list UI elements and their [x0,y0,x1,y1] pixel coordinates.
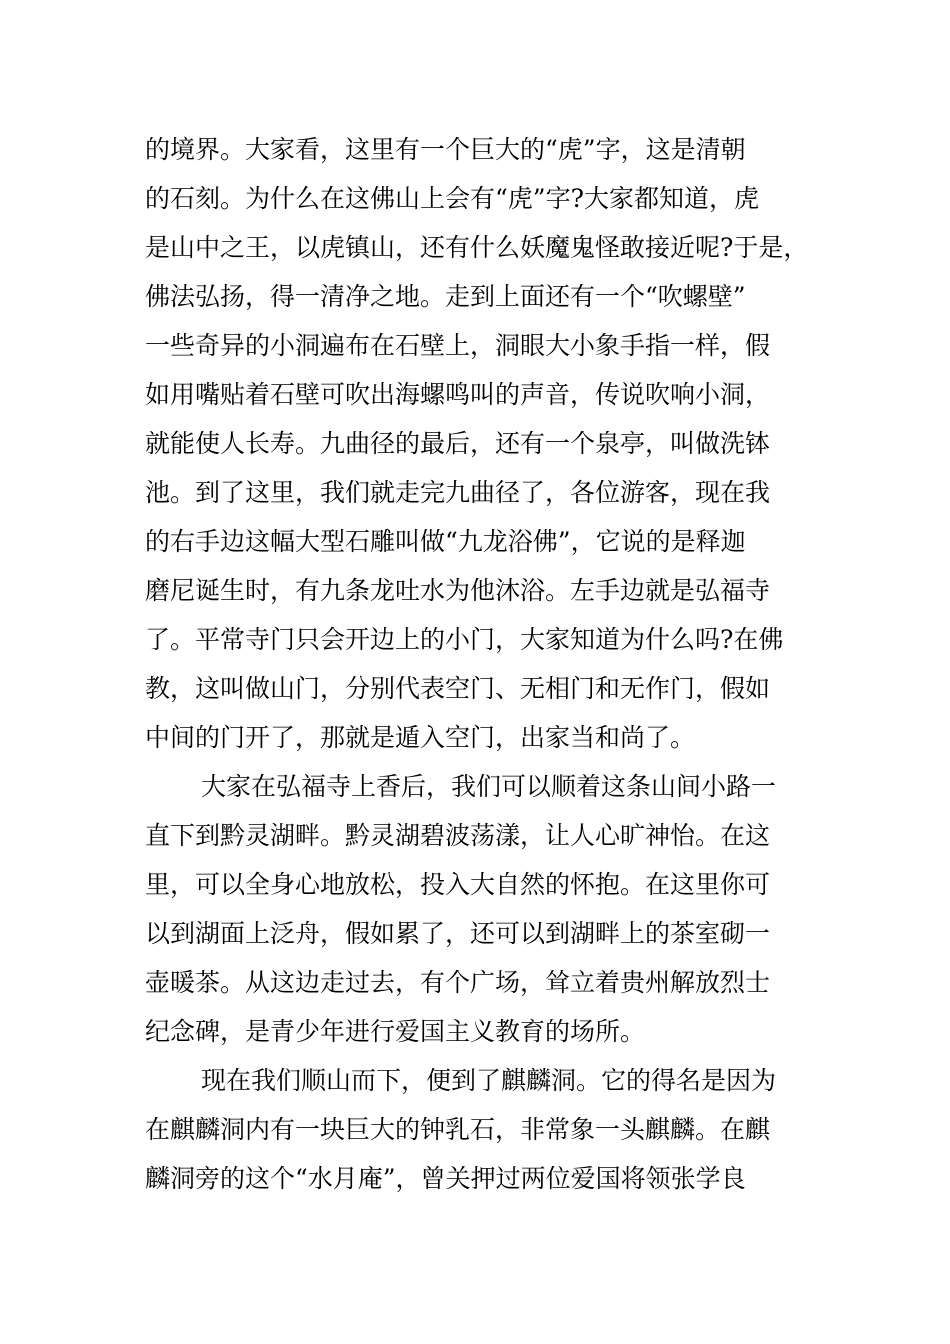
text-line: 的右手边这幅大型石雕叫做“九龙浴佛”，它说的是释迦 [145,527,746,556]
text-line: 一些奇异的小洞遍布在石壁上，洞眼大小象手指一样，假 [145,331,771,360]
paragraph-start-line: 大家在弘福寺上香后，我们可以顺着这条山间小路一 [201,772,777,801]
text-line: 如用嘴贴着石壁可吹出海螺鸣叫的声音，传说吹响小洞， [145,380,771,409]
text-line: 佛法弘扬，得一清净之地。走到上面还有一个“吹螺壁” [145,282,746,311]
text-line: 的石刻。为什么在这佛山上会有“虎”字?大家都知道，虎 [145,184,759,213]
paragraph-start-line: 现在我们顺山而下，便到了麒麟洞。它的得名是因为 [201,1066,777,1095]
text-line: 里，可以全身心地放松，投入大自然的怀抱。在这里你可 [145,870,771,899]
text-line: 壶暖茶。从这边走过去，有个广场，耸立着贵州解放烈士 [145,968,771,997]
text-line: 麟洞旁的这个“水月庵”，曾关押过两位爱国将领张学良 [145,1164,746,1193]
text-line: 中间的门开了，那就是遁入空门，出家当和尚了。 [145,723,696,752]
text-line: 教，这叫做山门，分别代表空门、无相门和无作门，假如 [145,674,771,703]
text-line: 就能使人长寿。九曲径的最后，还有一个泉亭，叫做洗钵 [145,429,771,458]
text-line: 是山中之王，以虎镇山，还有什么妖魔鬼怪敢接近呢?于是， [145,233,809,262]
text-line: 池。到了这里，我们就走完九曲径了，各位游客，现在我 [145,478,771,507]
text-line: 了。平常寺门只会开边上的小门，大家知道为什么吗?在佛 [145,625,784,654]
text-line: 纪念碑，是青少年进行爱国主义教育的场所。 [145,1017,646,1046]
text-line: 在麒麟洞内有一块巨大的钟乳石，非常象一头麒麟。在麒 [145,1115,771,1144]
text-line: 直下到黔灵湖畔。黔灵湖碧波荡漾，让人心旷神怡。在这 [145,821,771,850]
body-text [145,125,825,1203]
text-line: 的境界。大家看，这里有一个巨大的“虎”字，这是清朝 [145,135,746,164]
text-line: 以到湖面上泛舟，假如累了，还可以到湖畔上的茶室砌一 [145,919,771,948]
text-line: 磨尼诞生时，有九条龙吐水为他沐浴。左手边就是弘福寺 [145,576,771,605]
